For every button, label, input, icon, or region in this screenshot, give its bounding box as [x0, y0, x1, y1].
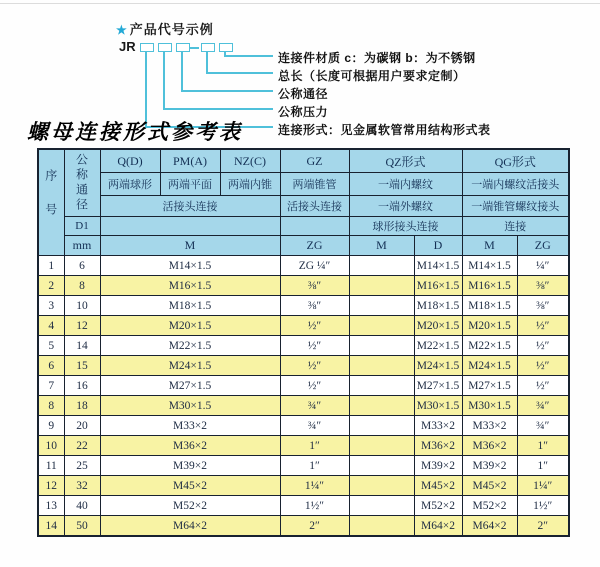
- cell-gz: ½″: [280, 316, 349, 336]
- code-box-2: [158, 43, 172, 52]
- cell-m: M20×1.5: [100, 316, 280, 336]
- cell-dn: 15: [64, 356, 100, 376]
- connector-line: [163, 51, 165, 110]
- table-row: [38, 376, 569, 396]
- cell-qg-zg: ⅜″: [517, 296, 569, 316]
- code-label-material: 连接件材质 c：为碳钢 b：为不锈钢: [278, 51, 476, 65]
- cell-dn: 25: [64, 456, 100, 476]
- header-form-qz: QZ形式: [349, 149, 462, 173]
- cell-qg-zg: 1¼″: [517, 476, 569, 496]
- cell-gz: 1″: [280, 456, 349, 476]
- cell-qz-d: M16×1.5: [414, 276, 462, 296]
- code-label-nominal-pressure: 公称压力: [278, 105, 329, 119]
- cell-m: M52×2: [100, 496, 280, 516]
- cell-qz-m: [349, 296, 414, 316]
- connector-line: [163, 108, 273, 110]
- cell-serial: 2: [38, 276, 64, 296]
- code-box-3: [176, 43, 190, 52]
- cell-dn: 32: [64, 476, 100, 496]
- code-label-nominal-diameter: 公称通径: [278, 87, 329, 101]
- cell-dn: 50: [64, 516, 100, 537]
- cell-qz-m: [349, 396, 414, 416]
- table-row: [38, 476, 569, 496]
- header-gz-connect: 活接头连接: [280, 196, 349, 217]
- cell-serial: 6: [38, 356, 64, 376]
- cell-dn: 20: [64, 416, 100, 436]
- cell-qz-m: [349, 496, 414, 516]
- cell-qz-m: [349, 276, 414, 296]
- header-form-q: Q(D): [100, 149, 160, 173]
- cell-dn: 40: [64, 496, 100, 516]
- cell-qz-d: M52×2: [414, 496, 462, 516]
- cell-gz: 1½″: [280, 496, 349, 516]
- table-row: [38, 356, 569, 376]
- cell-m: M36×2: [100, 436, 280, 456]
- cell-qz-d: M22×1.5: [414, 336, 462, 356]
- cell-qz-d: M24×1.5: [414, 356, 462, 376]
- cell-dn: 16: [64, 376, 100, 396]
- header-row-3: [38, 196, 569, 217]
- table-row: [38, 336, 569, 356]
- table-row: [38, 416, 569, 436]
- cell-serial: 8: [38, 396, 64, 416]
- header-row-2: [38, 173, 569, 196]
- cell-qg-zg: ½″: [517, 316, 569, 336]
- cell-qg-m: M64×2: [462, 516, 517, 537]
- header-qg-zg: ZG: [517, 236, 569, 256]
- header-q-desc: 两端球形: [100, 173, 160, 196]
- cell-qg-m: M14×1.5: [462, 256, 517, 276]
- cell-gz: ⅜″: [280, 296, 349, 316]
- cell-serial: 1: [38, 256, 64, 276]
- header-qz-m: M: [349, 236, 414, 256]
- table-row: [38, 456, 569, 476]
- code-prefix: JR: [119, 39, 136, 54]
- cell-qz-m: [349, 476, 414, 496]
- cell-serial: 4: [38, 316, 64, 336]
- cell-serial: 14: [38, 516, 64, 537]
- table-row: [38, 316, 569, 336]
- code-label-total-length: 总长（长度可根据用户要求定制）: [278, 69, 466, 83]
- header-union-connect: 活接头连接: [100, 196, 280, 217]
- cell-qz-m: [349, 376, 414, 396]
- cell-qz-m: [349, 256, 414, 276]
- cell-qg-m: M22×1.5: [462, 336, 517, 356]
- product-code-heading-text: 产品代号示例: [129, 22, 214, 37]
- cell-qg-zg: 1″: [517, 456, 569, 476]
- cell-qg-zg: ¾″: [517, 416, 569, 436]
- cell-qg-zg: 1½″: [517, 496, 569, 516]
- connector-line: [181, 51, 183, 92]
- header-serial: 序号: [38, 149, 64, 256]
- header-thread-zg: ZG: [280, 236, 349, 256]
- table-row: [38, 496, 569, 516]
- code-dash: [190, 47, 199, 49]
- cell-dn: 18: [64, 396, 100, 416]
- connector-line: [181, 90, 273, 92]
- cell-qz-d: M14×1.5: [414, 256, 462, 276]
- header-qg-desc: 一端内螺纹活接头: [462, 173, 569, 196]
- cell-qg-m: M24×1.5: [462, 356, 517, 376]
- cell-qg-m: M33×2: [462, 416, 517, 436]
- cell-qz-m: [349, 316, 414, 336]
- table-row: [38, 276, 569, 296]
- header-qg-taper: 一端锥管螺纹接头: [462, 196, 569, 217]
- code-box-5: [219, 43, 233, 52]
- cell-qg-zg: ¾″: [517, 396, 569, 416]
- cell-qz-d: M20×1.5: [414, 316, 462, 336]
- cell-serial: 7: [38, 376, 64, 396]
- cell-m: M22×1.5: [100, 336, 280, 356]
- cell-qg-m: M52×2: [462, 496, 517, 516]
- header-unit: mm: [64, 236, 100, 256]
- cell-m: M45×2: [100, 476, 280, 496]
- cell-qz-d: M36×2: [414, 436, 462, 456]
- reference-table: [37, 148, 570, 537]
- cell-serial: 9: [38, 416, 64, 436]
- cell-m: M24×1.5: [100, 356, 280, 376]
- cell-m: M33×2: [100, 416, 280, 436]
- cell-qg-m: M20×1.5: [462, 316, 517, 336]
- header-empty-cell: [100, 217, 280, 236]
- table-row: [38, 296, 569, 316]
- table-row: [38, 436, 569, 456]
- table-title: 螺母连接形式参考表: [27, 119, 243, 144]
- table-row: [38, 396, 569, 416]
- cell-dn: 12: [64, 316, 100, 336]
- star-icon: ★: [116, 23, 128, 37]
- cell-qz-m: [349, 356, 414, 376]
- cell-qg-m: M45×2: [462, 476, 517, 496]
- header-qg-m: M: [462, 236, 517, 256]
- header-qz-desc: 一端内螺纹: [349, 173, 462, 196]
- cell-qg-zg: 1″: [517, 436, 569, 456]
- cell-qz-m: [349, 516, 414, 537]
- header-qz-d: D: [414, 236, 462, 256]
- header-empty-cell: [280, 217, 349, 236]
- cell-serial: 5: [38, 336, 64, 356]
- cell-qz-d: M18×1.5: [414, 296, 462, 316]
- cell-gz: 2″: [280, 516, 349, 537]
- cell-gz: ⅜″: [280, 276, 349, 296]
- cell-m: M30×1.5: [100, 396, 280, 416]
- cell-m: M14×1.5: [100, 256, 280, 276]
- header-pm-desc: 两端平面: [160, 173, 220, 196]
- header-dn: 公称通径: [64, 149, 100, 217]
- cell-qg-zg: ¼″: [517, 256, 569, 276]
- cell-qz-d: M27×1.5: [414, 376, 462, 396]
- cell-qz-d: M33×2: [414, 416, 462, 436]
- header-form-gz: GZ: [280, 149, 349, 173]
- cell-qz-d: M45×2: [414, 476, 462, 496]
- cell-qg-zg: ½″: [517, 376, 569, 396]
- cell-serial: 12: [38, 476, 64, 496]
- cell-dn: 14: [64, 336, 100, 356]
- cell-qz-d: M30×1.5: [414, 396, 462, 416]
- cell-gz: ¾″: [280, 416, 349, 436]
- header-gz-desc: 两端锥管: [280, 173, 349, 196]
- header-form-pm: PM(A): [160, 149, 220, 173]
- connector-line: [206, 51, 208, 74]
- cell-serial: 10: [38, 436, 64, 456]
- cell-qg-zg: ½″: [517, 336, 569, 356]
- page-edge-line: [0, 3, 600, 4]
- cell-m: M18×1.5: [100, 296, 280, 316]
- cell-qz-m: [349, 436, 414, 456]
- connector-line: [206, 72, 273, 74]
- cell-qg-m: M18×1.5: [462, 296, 517, 316]
- header-d1: D1: [64, 217, 100, 236]
- cell-gz: ¾″: [280, 396, 349, 416]
- header-row-4: [38, 217, 569, 236]
- cell-dn: 22: [64, 436, 100, 456]
- cell-serial: 3: [38, 296, 64, 316]
- cell-qz-d: M39×2: [414, 456, 462, 476]
- cell-qg-zg: 2″: [517, 516, 569, 537]
- header-thread-m: M: [100, 236, 280, 256]
- cell-qz-m: [349, 416, 414, 436]
- cell-m: M39×2: [100, 456, 280, 476]
- cell-qg-m: M39×2: [462, 456, 517, 476]
- code-box-4: [201, 43, 215, 52]
- cell-gz: ½″: [280, 336, 349, 356]
- cell-qz-d: M64×2: [414, 516, 462, 537]
- header-row-1: [38, 149, 569, 173]
- header-nz-desc: 两端内锥: [220, 173, 280, 196]
- table-row: [38, 516, 569, 537]
- cell-dn: 6: [64, 256, 100, 276]
- cell-qz-m: [349, 456, 414, 476]
- product-code-heading: [116, 19, 214, 38]
- cell-gz: ½″: [280, 376, 349, 396]
- cell-m: M64×2: [100, 516, 280, 537]
- code-label-connection-form: 连接形式：见金属软管常用结构形式表: [278, 123, 491, 137]
- header-qz-outer: 一端外螺纹: [349, 196, 462, 217]
- table-row: [38, 256, 569, 276]
- cell-gz: ZG ¼″: [280, 256, 349, 276]
- cell-qg-zg: ½″: [517, 356, 569, 376]
- header-form-qg: QG形式: [462, 149, 569, 173]
- cell-qg-m: M36×2: [462, 436, 517, 456]
- cell-qg-zg: ⅜″: [517, 276, 569, 296]
- header-form-nz: NZ(C): [220, 149, 280, 173]
- cell-dn: 10: [64, 296, 100, 316]
- cell-serial: 13: [38, 496, 64, 516]
- cell-qg-m: M30×1.5: [462, 396, 517, 416]
- cell-qg-m: M16×1.5: [462, 276, 517, 296]
- cell-qg-m: M27×1.5: [462, 376, 517, 396]
- header-qg-connect: 连接: [462, 217, 569, 236]
- connector-line: [224, 55, 273, 57]
- cell-qz-m: [349, 336, 414, 356]
- cell-m: M16×1.5: [100, 276, 280, 296]
- cell-dn: 8: [64, 276, 100, 296]
- cell-gz: 1¼″: [280, 476, 349, 496]
- cell-gz: 1″: [280, 436, 349, 456]
- cell-serial: 11: [38, 456, 64, 476]
- header-qz-ball-connect: 球形接头连接: [349, 217, 462, 236]
- code-box-1: [140, 43, 154, 52]
- cell-gz: ½″: [280, 356, 349, 376]
- header-row-5: [38, 236, 569, 256]
- cell-m: M27×1.5: [100, 376, 280, 396]
